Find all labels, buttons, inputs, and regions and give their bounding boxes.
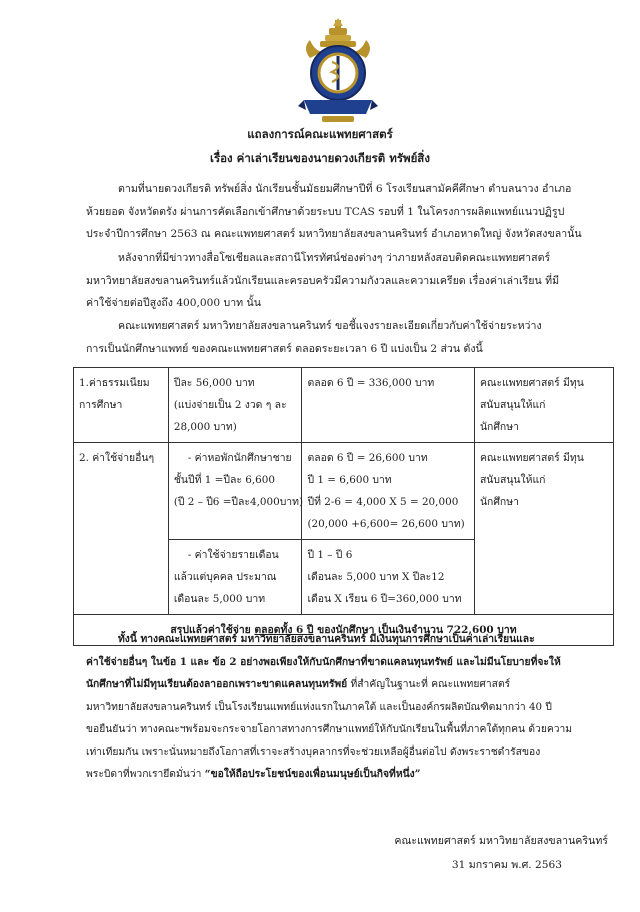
cell-line: ปีละ 56,000 บาท [173,377,255,389]
paragraph-scholarship [86,628,586,786]
table-cell-support [474,443,613,615]
paragraph-line: มหาวิทยาลัยสงขลานครินทร์แล้วนักเรียนและครอบครัวมีความกังวลและความเครียด เรื่องค่าเล่าเรียน ที่มี [86,274,560,287]
cell-line: คณะแพทยศาสตร์ มีทุน [479,452,584,464]
table-cell-detail [168,443,302,540]
cell-line: 2. ค่าใช้จ่ายอื่นๆ [79,452,155,464]
signature-date: 31 มกราคม พ.ศ. 2563 [451,859,562,871]
cell-line: การศึกษา [79,399,123,411]
paragraph-line [86,673,586,696]
table-cell-support [474,368,613,443]
quote-phrase: “ขอให้ถือประโยชน์ของเพื่อนมนุษย์เป็นกิจที่หนึ่ง” [204,768,421,780]
cell-line: ชั้นปีที่ 1 =ปีละ 6,600 [173,474,275,486]
cell-line: 1.ค่าธรรมเนียม [79,377,150,389]
paragraph-line: ห้วยยอด จังหวัดตรัง ผ่านการคัดเลือกเข้าศึกษาด้วยระบบ TCAS รอบที่ 1 ในโครงการผลิตแพทย์แนวปฏิรูป [86,205,565,218]
cell-line: ปีที่ 2-6 = 4,000 X 5 = 20,000 [307,496,459,508]
paragraph-line: เท่าเทียมกัน เพราะนั่นหมายถึงโอกาสที่เราจะสร้างบุคลากรที่จะช่วยเหลือผู้อื่นต่อไป ดังพระราชดำรัสของ [86,745,541,758]
signature-org: คณะแพทยศาสตร์ มหาวิทยาลัยสงขลานครินทร์ [394,835,608,847]
paragraph-line: ขอยืนยันว่า ทางคณะฯพร้อมจะกระจายโอกาสทางการศึกษาแพทย์ให้กับนักเรียนในพื้นที่ภาคใต้ทุกคน ด้วยความ [86,723,573,735]
table-cell-total [302,540,474,615]
summary-text: สรุปแล้วค่าใช้จ่าย [170,624,255,636]
bold-phrase: นักศึกษาที่ไม่มีทุนเรียนต้องลาออกเพราะขาดแคลนทุนทรัพย์ [86,678,348,690]
plain-phrase: ที่สำคัญในฐานะที่ คณะแพทยศาสตร์ [347,678,511,690]
cell-line: - ค่าใช้จ่ายรายเดือน [187,549,279,561]
paragraph-line: มหาวิทยาลัยสงขลานครินทร์ เป็นโรงเรียนแพทย์แห่งแรกในภาคใต้ และเป็นองค์กรผลิตบัณฑิตมากว่า 40 ปี [86,700,552,713]
cell-line: 28,000 บาท) [173,421,237,433]
paragraph-line: คณะแพทยศาสตร์ มหาวิทยาลัยสงขลานครินทร์ ขอชี้แจงรายละเอียดเกี่ยวกับค่าใช้จ่ายระหว่าง [118,320,542,332]
cell-line: เดือนละ 5,000 บาท X ปีละ12 [307,571,445,583]
costs-table [73,367,614,646]
paragraph-line: ทั้งนี้ ทางคณะแพทยศาสตร์ มหาวิทยาลัยสงขลานครินทร์ มีเงินทุนการศึกษาเป็นค่าเล่าเรียนและ [118,633,535,645]
cell-line: นักศึกษา [479,496,519,508]
table-cell-total [302,368,474,443]
cell-line: สนับสนุนให้แก่ [479,399,546,411]
cell-line: เดือน X เรียน 6 ปี=360,000 บาท [307,593,462,605]
plain-phrase: พระบิดาที่พวกเรายึดมั่นว่า [86,768,205,780]
cell-line: สนับสนุนให้แก่ [479,474,546,486]
table-row [74,443,614,540]
cell-line: (20,000 +6,600= 26,600 บาท) [307,518,465,530]
cell-line: นักศึกษา [479,421,519,433]
paragraph-intro [86,178,586,246]
faculty-logo-icon [296,18,380,128]
cell-line: เดือนละ 5,000 บาท [173,593,266,605]
summary-underlined: ตลอดทั้ง 6 ปี [254,624,314,636]
table-cell-detail [168,540,302,615]
paragraph-line: ค่าใช้จ่ายต่อปีสูงถึง 400,000 บาท นั้น [86,297,262,309]
table-cell-total [302,443,474,540]
cell-line: - ค่าหอพักนักศึกษาชาย [187,452,292,464]
table-cell-item [74,443,169,615]
paragraph-line: ค่าใช้จ่ายอื่นๆ ในข้อ 1 และ ข้อ 2 อย่างพอเพียงให้กับนักศึกษาที่ขาดแคลนทุนทรัพย์ และไม่มีนโยบายที่จะให้ [86,655,561,668]
cell-line: ตลอด 6 ปี = 26,600 บาท [307,452,428,464]
table-cell-item [74,368,169,443]
cell-line: (แบ่งจ่ายเป็น 2 งวด ๆ ละ [173,399,287,411]
cell-line: คณะแพทยศาสตร์ มีทุน [479,377,584,389]
paragraph-line: ประจำปีการศึกษา 2563 ณ คณะแพทยศาสตร์ มหาวิทยาลัยสงขลานครินทร์ อำเภอหาดใหญ่ จังหวัดสงขลานั้น [86,228,582,240]
table-row [74,368,614,443]
paragraph-explanation [86,315,586,360]
cell-line: ตลอด 6 ปี = 336,000 บาท [307,377,435,389]
cell-line: แล้วแต่บุคคล ประมาณ [173,571,277,583]
paragraph-line [86,763,586,786]
paragraph-news [86,247,586,315]
cell-line: ปี 1 – ปี 6 [307,549,353,561]
cell-line: (ปี 2 – ปี6 =ปีละ4,000บาท) [173,496,304,508]
paragraph-line: การเป็นนักศึกษาแพทย์ ของคณะแพทยศาสตร์ ตลอดระยะเวลา 6 ปี แบ่งเป็น 2 ส่วน ดังนี้ [86,342,483,355]
paragraph-line: ตามที่นายดวงเกียรติ ทรัพย์สิ่ง นักเรียนชั้นมัธยมศึกษาปีที่ 6 โรงเรียนสามัคคีศึกษา ตำบลนาวง อำเภอ [118,183,572,195]
table-cell-detail [168,368,302,443]
summary-text: ของนักศึกษา เป็นเงินจำนวน 722,600 บาท [313,624,517,636]
cell-line: ปี 1 = 6,600 บาท [307,474,392,486]
document-heading: แถลงการณ์คณะแพทยศาสตร์ [247,127,393,141]
paragraph-line: หลังจากที่มีข่าวทางสื่อโซเชียลและสถานีโทรทัศน์ช่องต่างๆ ว่าภายหลังสอบติดคณะแพทยศาสตร์ [118,252,551,264]
document-subject: เรื่อง ค่าเล่าเรียนของนายดวงเกียรติ ทรัพย์สิ่ง [210,151,430,165]
